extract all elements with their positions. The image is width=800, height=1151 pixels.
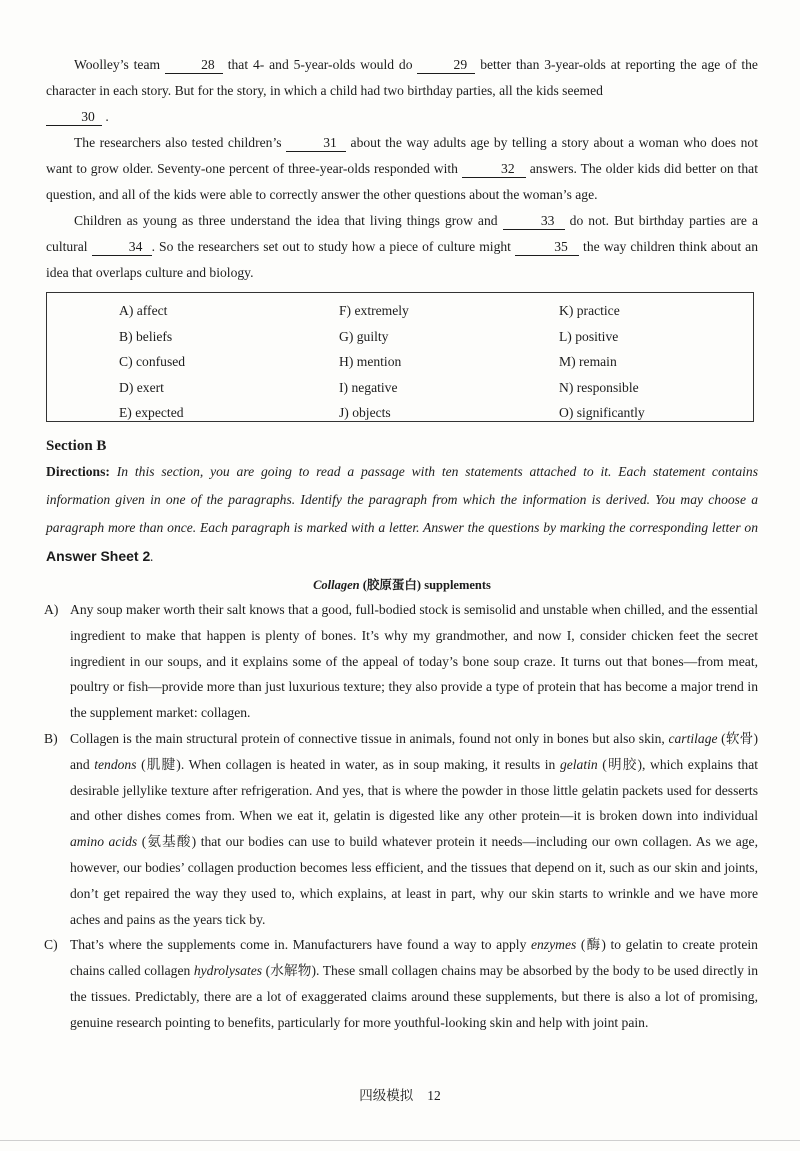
page-number: 12 <box>427 1088 441 1103</box>
blank-28: 28 <box>165 57 223 74</box>
exam-page <box>46 52 758 1036</box>
word-option: E) expected <box>119 405 184 420</box>
text: (软骨) <box>721 730 758 746</box>
text: Children as young as three understand the idea that living things grow and <box>74 213 498 228</box>
text: that 4- and 5-year-olds would do <box>227 57 413 72</box>
word-option: N) responsible <box>559 379 639 395</box>
word-option: I) negative <box>339 379 398 395</box>
cloze-paragraph-1 <box>46 52 758 130</box>
text: The researchers also tested children’s <box>74 135 282 150</box>
text: That’s where the supplements come in. Manufacturers have found a way to apply <box>70 937 527 953</box>
text: better than 3-year-olds at reporting the age of the character in each story. But for the story, in which a child had two birthday parties, all the kids seemed <box>46 57 758 98</box>
text: do not. But birthday parties are a cultural <box>46 213 759 254</box>
page-edge <box>0 1140 800 1141</box>
page-footer <box>0 1084 800 1104</box>
word-option: L) positive <box>559 328 619 344</box>
word-option: G) guilty <box>339 328 389 344</box>
word-option: J) objects <box>339 405 391 420</box>
directions-text: In this section, you are going to read a passage with ten statements attached to it. Each statement contains information given in one of the paragraphs. Identify the paragraph from which the information is derived. You may choose a paragraph more than once. Each paragraph is marked with a letter. Answer the questions by marking the corresponding letter on <box>46 464 758 535</box>
term: amino acids <box>70 834 138 850</box>
word-option: F) extremely <box>339 303 409 318</box>
word-option: K) practice <box>559 303 620 318</box>
text: (酶) <box>580 937 606 953</box>
text: the way children think about an idea that overlaps culture and biology. <box>46 239 758 280</box>
text: and <box>70 756 90 772</box>
paragraph-c <box>46 932 758 1035</box>
paragraph-letter: C) <box>44 937 58 953</box>
text: Collagen is the main structural protein of connective tissue in animals, found not only in bones but also skin, <box>70 730 665 746</box>
word-option: O) significantly <box>559 405 645 420</box>
term: enzymes <box>530 937 577 953</box>
blank-34: 34 <box>92 239 152 256</box>
text: Any soup maker worth their salt knows that a good, full-bodied stock is semisolid and unstable when chilled, and the essential ingredient to make that happen is plenty of bones. It’s why my grandmother, and now I, consider chicken feet the secret ingredient in our soups, and it explains some of the appeal of today’s bone soup craze. It turns out that bones—from meat, poultry or fish—provide more than just luxurious texture; they also provide a type of protein that has become a major trend in the supplement market: collagen. <box>70 602 758 721</box>
text: (水解物). <box>265 963 320 979</box>
term: tendons <box>94 756 137 772</box>
blank-32: 32 <box>462 161 526 178</box>
text: When collagen is heated in water, as in soup making, it results in <box>188 756 556 772</box>
word-option: C) confused <box>119 354 186 369</box>
word-bank-column-3 <box>559 298 645 426</box>
cloze-paragraph-2 <box>46 130 758 208</box>
text: (明胶), <box>602 756 646 772</box>
blank-33: 33 <box>503 213 565 230</box>
text: Woolley’s team <box>74 57 161 72</box>
text: that our bodies can use to build whatever protein it needs—including our own collagen. As we age, however, our bodies’ collagen production becomes less efficient, and the tissues that depend on it, such as our skin and joints, don’t get repaired the way they used to, which explains, at least in part, why our skin starts to wrinkle and we have more aches and pains as the years tick by. <box>70 834 758 927</box>
text: which explains that desirable jellylike texture after refrigeration. And yes, that is where the powder in those little gelatin packets used for desserts and other dishes comes from. When we eat it, gelatin is digested like any other protein—it is broken down into individual <box>70 756 759 824</box>
term: cartilage <box>668 730 718 746</box>
paragraph-letter: A) <box>44 602 59 617</box>
text: . <box>150 549 154 564</box>
footer-label: 四级模拟 <box>359 1088 414 1103</box>
text: (胶原蛋白) <box>362 578 422 592</box>
text: Collagen <box>313 578 360 592</box>
text: . <box>105 109 109 124</box>
text: answers. The older kids did better on that question, and all of the kids were able to correctly answer the other questions about the woman’s age. <box>46 161 758 202</box>
directions <box>46 458 758 571</box>
text: . So the researchers set out to study how a piece of culture might <box>151 239 511 254</box>
text: These small collagen chains may be absorbed by the body to be used directly in the tissues. Predictably, there are a lot of exaggerated claims around these supplements, but there is also a lot of promising, genuine research pointing to benefits, particularly for more youthful-looking skin and help with joint pain. <box>70 963 759 1030</box>
term: hydrolysates <box>193 963 263 979</box>
answer-sheet-ref: Answer Sheet 2 <box>46 548 151 564</box>
word-option: M) remain <box>559 354 617 369</box>
text: (氨基酸) <box>141 834 197 850</box>
blank-29: 29 <box>417 57 475 74</box>
passage-title <box>46 573 758 597</box>
word-bank <box>46 292 754 422</box>
paragraph-a <box>46 597 758 726</box>
text: (肌腱). <box>141 756 185 772</box>
directions-label: Directions: <box>46 464 110 479</box>
word-bank-column-1 <box>119 298 185 426</box>
word-option: D) exert <box>119 379 164 395</box>
section-b-heading: Section B <box>46 438 107 454</box>
cloze-paragraph-3 <box>46 208 758 286</box>
paragraph-b <box>46 726 758 932</box>
word-option: H) mention <box>339 354 402 369</box>
word-bank-column-2 <box>339 298 409 426</box>
word-option: A) affect <box>119 303 168 318</box>
blank-35: 35 <box>515 239 579 256</box>
blank-31: 31 <box>286 135 346 152</box>
paragraph-letter: B) <box>44 730 58 746</box>
text: to gelatin to create protein chains called collagen <box>70 937 758 979</box>
blank-30: 30 <box>46 109 102 126</box>
term: gelatin <box>559 756 598 772</box>
text: about the way adults age by telling a story about a woman who does not want to grow older. Seventy-one percent of three-year-olds responded with <box>46 135 758 176</box>
text: supplements <box>424 578 491 592</box>
word-option: B) beliefs <box>119 328 173 344</box>
